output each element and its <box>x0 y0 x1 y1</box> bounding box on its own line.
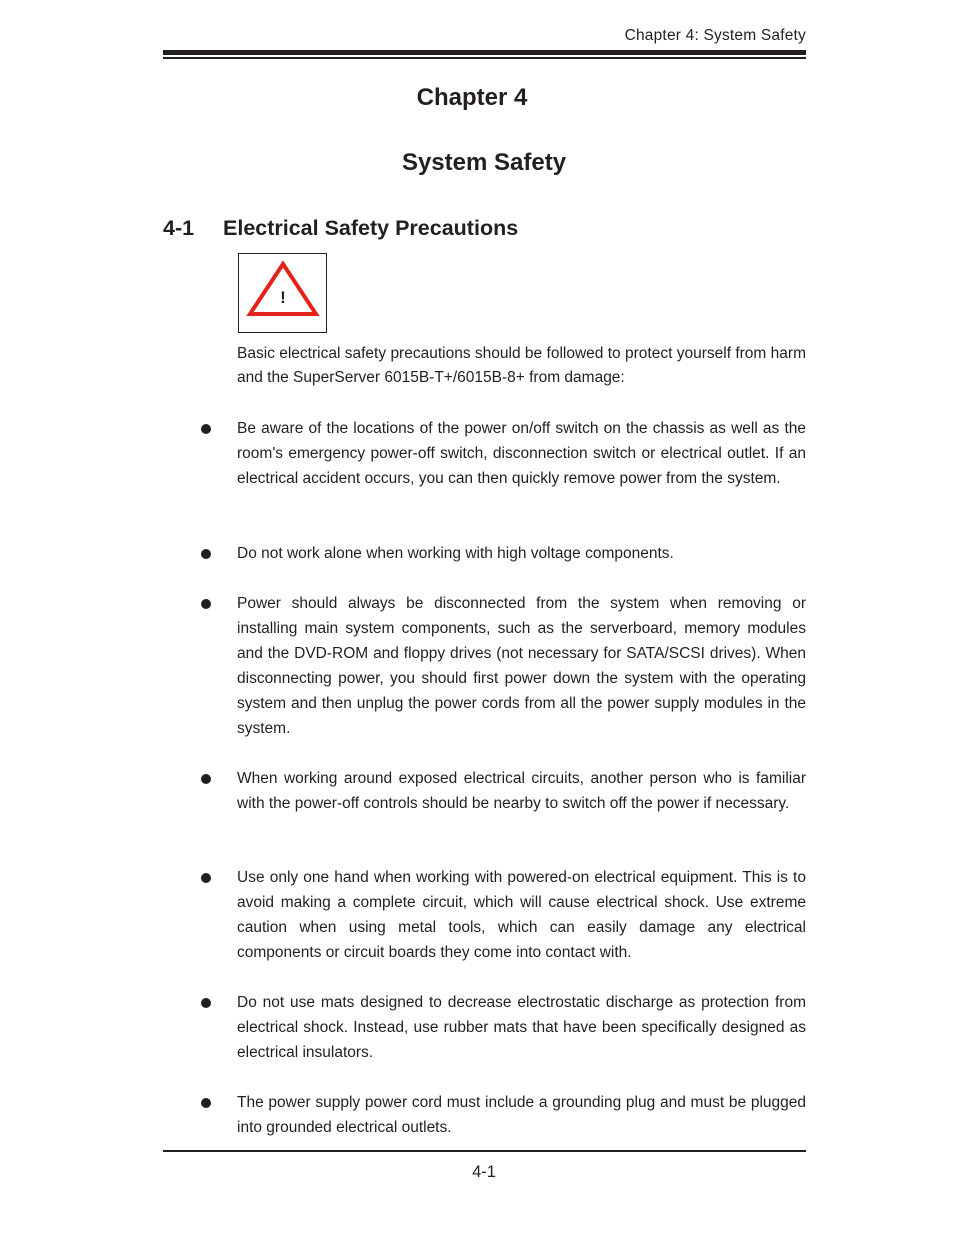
list-item <box>237 990 806 1065</box>
list-item <box>237 766 806 816</box>
list-item-text: The power supply power cord must include a grounding plug and must be plugged into grounded electrical outlets. <box>237 1094 806 1136</box>
header-rule-thin <box>163 57 806 59</box>
list-item <box>237 865 806 965</box>
running-header: Chapter 4: System Safety <box>624 27 806 44</box>
list-item-text: Do not work alone when working with high voltage components. <box>237 545 674 562</box>
bullet-icon <box>201 599 211 609</box>
warning-box <box>238 253 327 333</box>
warning-triangle-icon <box>239 254 326 332</box>
header-rule-thick <box>163 50 806 55</box>
bullet-icon <box>201 873 211 883</box>
footer-rule <box>163 1150 806 1152</box>
warning-symbol: ! <box>280 288 286 307</box>
list-item-text: Power should always be disconnected from the system when removing or installing main system components, such as the serverboard, memory modules and the DVD-ROM and floppy drives (not necessary for SATA/SCSI drives). When disconnecting power, you should first power down the system with the operating system and then unplug the power cords from all the power supply modules in the system. <box>237 595 806 737</box>
chapter-number: Chapter 4 <box>416 84 528 111</box>
bullet-icon <box>201 549 211 559</box>
list-item <box>237 416 806 491</box>
list-item-text: Do not use mats designed to decrease electrostatic discharge as protection from electrical shock. Instead, use rubber mats that have been specifically designed as electrical insulators. <box>237 994 806 1061</box>
section-title: Electrical Safety Precautions <box>223 216 519 240</box>
page-number: 4-1 <box>472 1163 496 1181</box>
list-item <box>237 1090 806 1140</box>
section-heading <box>163 216 518 241</box>
list-item-text: When working around exposed electrical circuits, another person who is familiar with the power-off controls should be nearby to switch off the power if necessary. <box>237 770 806 812</box>
list-item <box>237 591 806 741</box>
list-item <box>237 541 806 566</box>
bullet-icon <box>201 1098 211 1108</box>
bullet-icon <box>201 998 211 1008</box>
section-number: 4-1 <box>163 216 195 240</box>
bullet-icon <box>201 424 211 434</box>
intro-paragraph: Basic electrical safety precautions should be followed to protect yourself from harm and the SuperServer 6015B-T+/6015B-8+ from damage: <box>237 345 806 386</box>
chapter-title: System Safety <box>401 149 567 176</box>
list-item-text: Use only one hand when working with powered-on electrical equipment. This is to avoid making a complete circuit, which will cause electrical shock. Use extreme caution when using metal tools, which can easily damage any electrical components or circuit boards they come into contact with. <box>237 869 806 961</box>
bullet-icon <box>201 774 211 784</box>
list-item-text: Be aware of the locations of the power on/off switch on the chassis as well as the room's emergency power-off switch, disconnection switch or electrical outlet. If an electrical accident occurs, you can then quickly remove power from the system. <box>237 420 806 487</box>
